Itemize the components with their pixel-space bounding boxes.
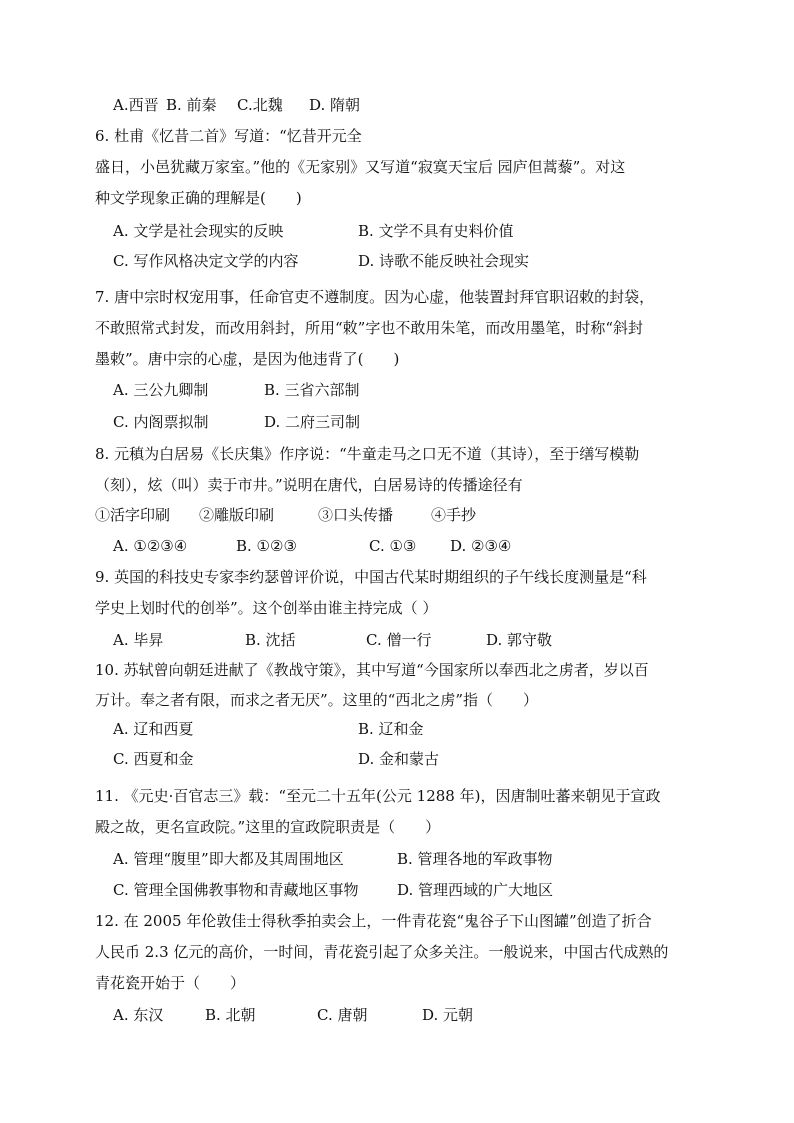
q8-item-1: ①活字印刷 [95, 506, 171, 524]
q12-stem-line-1: 12. 在 2005 年伦敦佳士得秋季拍卖会上，一件青花瓷“鬼谷子下山图罐”创造了折合 [95, 912, 652, 930]
q8-option-b[interactable]: B. ①②③ [236, 537, 297, 555]
q6-stem-line-3: 种文学现象正确的理解是( ) [95, 189, 302, 207]
q7-stem-line-2: 不敢照常式封发，而改用斜封，所用“敕”字也不敢用朱笔，而改用墨笔，时称“斜封 [95, 319, 644, 337]
q11-option-b[interactable]: B. 管理各地的军政事物 [397, 850, 553, 868]
q10-stem-line-1: 10. 苏轼曾向朝廷进献了《教战守策》，其中写道“今国家所以奉西北之虏者，岁以百 [95, 661, 649, 679]
q6-option-a[interactable]: A. 文学是社会现实的反映 [113, 222, 284, 240]
q8-option-a[interactable]: A. ①②③④ [113, 537, 188, 555]
q12-option-a[interactable]: A. 东汉 [113, 1006, 164, 1024]
q12-option-d[interactable]: D. 元朝 [422, 1006, 474, 1024]
q9-option-c[interactable]: C. 僧一行 [366, 631, 432, 649]
q8-item-2: ②雕版印刷 [199, 506, 275, 524]
q8-option-c[interactable]: C. ①③ [369, 537, 417, 555]
q7-stem-line-3: 墨敕”。唐中宗的心虚，是因为他违背了( ) [95, 350, 400, 368]
q5-option-a[interactable]: A.西晋 [113, 96, 159, 114]
q10-stem-line-2: 万计。奉之者有限，而求之者无厌”。这里的“西北之虏”指（ ） [95, 691, 539, 709]
q11-option-c[interactable]: C. 管理全国佛教事物和青藏地区事物 [113, 881, 359, 899]
q11-stem-line-2: 殿之故，更名宣政院。”这里的宣政院职责是（ ） [95, 818, 441, 836]
q5-option-c[interactable]: C.北魏 [237, 96, 283, 114]
q10-option-c[interactable]: C. 西夏和金 [113, 750, 194, 768]
q6-option-c[interactable]: C. 写作风格决定文学的内容 [113, 252, 299, 270]
q7-option-d[interactable]: D. 二府三司制 [264, 413, 361, 431]
q12-option-b[interactable]: B. 北朝 [205, 1006, 256, 1024]
q12-option-c[interactable]: C. 唐朝 [317, 1006, 368, 1024]
q9-option-b[interactable]: B. 沈括 [245, 631, 296, 649]
q5-option-b[interactable]: B. 前秦 [166, 96, 217, 114]
q7-option-b[interactable]: B. 三省六部制 [264, 381, 360, 399]
q11-option-a[interactable]: A. 管理“腹里”即大都及其周围地区 [113, 850, 344, 868]
q6-option-d[interactable]: D. 诗歌不能反映社会现实 [358, 252, 530, 270]
q12-stem-line-3: 青花瓷开始于（ ） [95, 974, 246, 992]
q10-option-d[interactable]: D. 金和蒙古 [358, 750, 440, 768]
q10-option-b[interactable]: B. 辽和金 [358, 720, 424, 738]
q12-stem-line-2: 人民币 2.3 亿元的高价，一时间，青花瓷引起了众多关注。一般说来，中国古代成熟的 [95, 943, 669, 961]
q11-stem-line-1: 11. 《元史·百官志三》载：“至元二十五年(公元 1288 年)，因唐制吐蕃来朝见于宣政 [95, 787, 661, 805]
q5-option-d[interactable]: D. 隋朝 [309, 96, 361, 114]
q7-stem-line-1: 7. 唐中宗时权宠用事，任命官吏不遵制度。因为心虚，他装置封拜官职诏敕的封袋， [95, 288, 655, 306]
q6-stem-line-2: 盛日，小邑犹藏万家室。”他的《无家别》又写道“寂寞天宝后 园庐但蒿藜”。对这 [95, 158, 626, 176]
q8-option-d[interactable]: D. ②③④ [450, 537, 512, 555]
q8-item-3: ③口头传播 [318, 506, 394, 524]
q7-option-c[interactable]: C. 内阁票拟制 [113, 413, 209, 431]
q8-item-4: ④手抄 [431, 506, 477, 524]
q8-stem-line-2: （刻），炫（叫）卖于市井。”说明在唐代，白居易诗的传播途径有 [95, 476, 523, 494]
q9-stem-line-2: 学史上划时代的创举”。这个创举由谁主持完成（ ） [95, 599, 438, 617]
q10-option-a[interactable]: A. 辽和西夏 [113, 720, 194, 738]
q9-option-a[interactable]: A. 毕昇 [113, 631, 164, 649]
q9-stem-line-1: 9. 英国的科技史专家李约瑟曾评价说，中国古代某时期组织的子午线长度测量是“科 [95, 568, 647, 586]
q6-stem-line-1: 6. 杜甫《忆昔二首》写道：“忆昔开元全 [95, 127, 362, 145]
q6-option-b[interactable]: B. 文学不具有史料价值 [358, 222, 514, 240]
q11-option-d[interactable]: D. 管理西域的广大地区 [397, 881, 554, 899]
q7-option-a[interactable]: A. 三公九卿制 [113, 381, 209, 399]
q8-stem-line-1: 8. 元稹为白居易《长庆集》作序说：“牛童走马之口无不道（其诗），至于缮写模勒 [95, 445, 640, 463]
q9-option-d[interactable]: D. 郭守敬 [486, 631, 553, 649]
